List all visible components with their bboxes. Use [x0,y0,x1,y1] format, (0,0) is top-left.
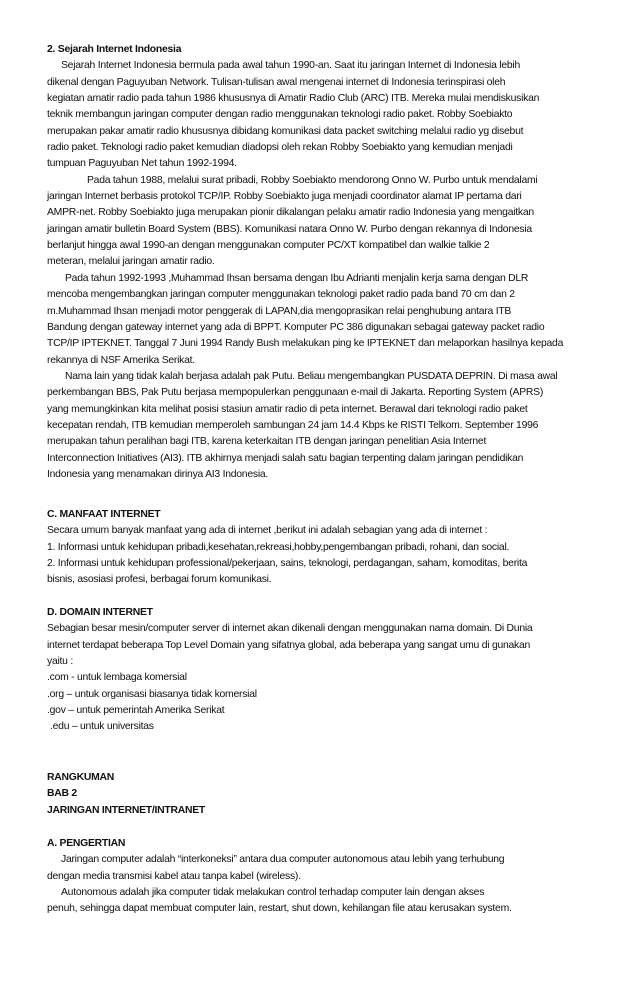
paragraph-line: penuh, sehingga dapat membuat computer lain, restart, shut down, kehilangan file atau kerusakan system. [47,903,512,915]
paragraph-line: Pada tahun 1988, melalui surat pribadi, Robby Soebiakto mendorong Onno W. Purbo untuk mendalami [87,174,538,186]
section-heading-manfaat: C. MANFAAT INTERNET [47,509,161,520]
paragraph-line: kegiatan amatir radio pada tahun 1986 khususnya di Amatir Radio Club (ARC) ITB. Mereka mulai mendiskusikan [47,93,540,105]
section-heading-domain: D. DOMAIN INTERNET [47,607,153,618]
chapter-label: BAB 2 [47,788,77,800]
section-pengertian [47,836,592,918]
paragraph-line: radio paket. Teknologi radio paket kemudian diadopsi oleh rekan Robby Soebiakto yang kemudian menjadi [47,142,513,154]
paragraph-line: Pada tahun 1992-1993 ,Muhammad Ihsan bersama dengan Ibu Adrianti menjalin kerja sama dengan DLR [65,272,529,284]
list-item: 1. Informasi untuk kehidupan pribadi,kesehatan,rekreasi,hobby,pengembangan pribadi, rohani, dan social. [47,541,510,553]
paragraph-line: dikenal dengan Paguyuban Network. Tulisan-tulisan awal mengenai internet di Indonesia terinspirasi oleh [47,76,506,88]
paragraph-line: berlanjut hingga awal 1990-an dengan menggunakan computer PC/XT kompatibel dan walkie talkie 2 [47,240,490,252]
paragraph-line: jaringan Internet berbasis protokol TCP/IP. Robby Soebiakto juga menjadi coordinator alamat IP pertama dari [47,191,522,203]
section-heading-sejarah: 2. Sejarah Internet Indonesia [47,44,182,55]
paragraph-line: dengan media transmisi kabel atau tanpa kabel (wireless). [47,870,301,882]
paragraph-line: TCP/IP IPTEKNET. Tanggal 7 Juni 1994 Randy Bush melakukan ping ke IPTEKNET dan melaporkan hasilnya kepada [47,338,564,350]
paragraph-line: Indonesia yang menamakan dirinya AI3 Indonesia. [47,468,269,480]
list-item: .org – untuk organisasi biasanya tidak komersial [47,688,257,700]
paragraph-line: Sebagian besar mesin/computer server di internet akan dikenali dengan menggunakan nama domain. Di Dunia [47,623,533,635]
list-item: .edu – untuk universitas [50,721,154,733]
list-item: .com - untuk lembaga komersial [47,672,187,684]
section-heading-pengertian: A. PENGERTIAN [47,838,126,849]
paragraph-line: tumpuan Paguyuban Net tahun 1992-1994. [47,158,237,170]
paragraph-line: Autonomous adalah jika computer tidak melakukan control terhadap computer lain dengan akses [61,887,485,899]
section-domain [47,605,592,736]
paragraph-line: Bandung dengan gateway internet yang ada di BPPT. Komputer PC 386 digunakan sebagai gateway packet radio [47,321,545,333]
paragraph-line: bisnis, asosiasi profesi, berbagai forum komunikasi. [47,574,272,586]
section-sejarah [47,42,592,483]
paragraph-line: merupakan pakar amatir radio khususnya dibidang komunikasi data packet switching melalui radio yg disebut [47,125,524,137]
paragraph-line: Secara umum banyak manfaat yang ada di internet ,berikut ini adalah sebagian yang ada di internet : [47,525,488,537]
paragraph-line: Interconnection Initiatives (AI3). ITB akhirnya menjadi salah satu bagian terpenting dalam jaringan pendidikan [47,452,524,464]
list-item: .gov – untuk pemerintah Amerika Serikat [47,705,225,717]
paragraph-line: perkembangan BBS, Pak Putu berjasa mempopulerkan penggunaan e-mail di Jakarta. Reporting System (APRS) [47,387,544,399]
paragraph-line: merupakan tahun peralihan bagi ITB, karena keterkaitan ITB dengan jaringan penelitian Asia Internet [47,436,487,448]
summary-title: RANGKUMAN [47,772,115,783]
paragraph-line: kecepatan rendah, ITB kemudian memperoleh sambungan 24 jam 14.4 Kbps ke RISTI Telkom. September 1996 [47,419,539,431]
paragraph-line: rekannya di NSF Amerika Serikat. [47,354,195,366]
list-item: 2. Informasi untuk kehidupan professional/pekerjaan, sains, teknologi, perdagangan, saham, komoditas, berita [47,558,528,570]
section-manfaat [47,507,592,589]
paragraph-line: AMPR-net. Robby Soebiakto juga merupakan pionir dikalangan pelaku amatir radio Indonesia yang mengaitkan [47,207,534,219]
paragraph-line: yang memungkinkan kita melihat posisi stasiun amatir radio di peta internet. Berawal dari teknologi radio paket [47,403,528,415]
paragraph-line: teknik membangun jaringan computer dengan radio menggunakan teknologi radio paket. Robby Soebiakto [47,109,513,121]
paragraph-line: mencoba mengembangkan jaringan computer menggunakan teknologi paket radio pada band 70 cm dan 2 [47,289,515,301]
section-rangkuman [47,770,592,819]
paragraph-line: meteran, melalui jaringan amatir radio. [47,256,215,268]
paragraph-line: Nama lain yang tidak kalah berjasa adalah pak Putu. Beliau mengembangkan PUSDATA DEPRIN. Di masa awal [65,370,558,382]
chapter-title: JARINGAN INTERNET/INTRANET [47,804,206,816]
paragraph-line: Sejarah Internet Indonesia bermula pada awal tahun 1990-an. Saat itu jaringan Internet di Indonesia lebih [61,60,520,72]
paragraph-line: yaitu : [47,656,73,668]
paragraph-line: internet terdapat beberapa Top Level Domain yang sifatnya global, ada beberapa yang sangat umu di gunakan [47,639,531,651]
paragraph-line: jaringan amatir bulletin Board System (BBS). Komunikasi natara Onno W. Purbo dengan rekannya di Indonesia [47,223,532,235]
paragraph-line: m.Muhammad Ihsan menjadi motor penggerak di LAPAN,dia mengoprasikan relai penghubung antara ITB [47,305,512,317]
paragraph-line: Jaringan computer adalah “interkoneksi” antara dua computer autonomous atau lebih yang terhubung [61,854,505,866]
